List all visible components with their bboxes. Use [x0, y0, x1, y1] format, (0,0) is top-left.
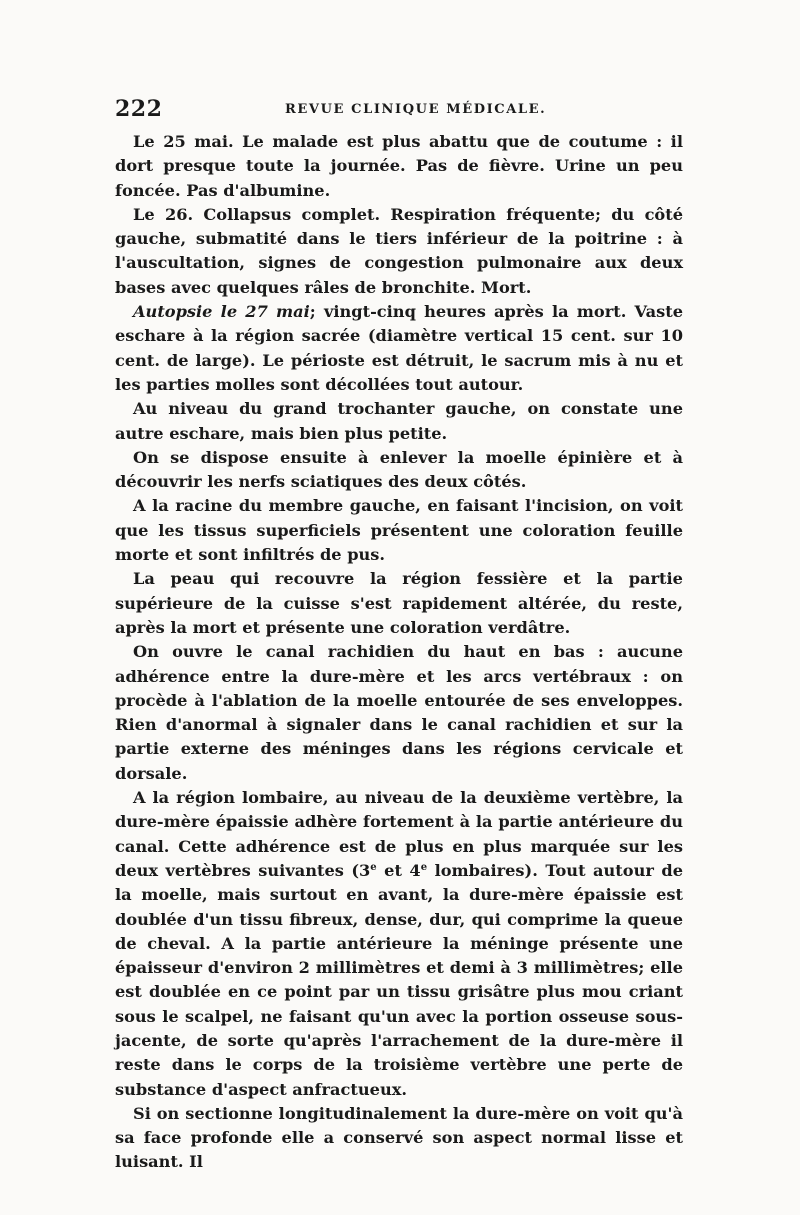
autopsy-lead: Autopsie le 27 mai: [133, 302, 310, 322]
page-number: 222: [115, 96, 163, 122]
paragraph: La peau qui recouvre la région fessière et la partie supérieure de la cuisse s'est rapidement altérée, du reste, après la mort et présente une coloration verdâtre.: [115, 569, 683, 637]
paragraph-text: et 4: [376, 860, 421, 880]
paragraph-text: ; vingt-cinq heures après la mort. Vaste eschare à la région sacrée (diamètre vertical 15 cent. sur 10 cent. de large). Le périoste est détruit, le sacrum mis à nu et les parties molles sont décollées tout autour.: [115, 302, 684, 394]
superscript: e: [370, 861, 377, 873]
paragraph: Le 26. Collapsus complet. Respiration fréquente; du côté gauche, submatité dans le tiers inférieur de la poitrine : à l'auscultation, signes de congestion pulmonaire aux deux bases avec quelques râles de bronchite. Mort.: [115, 204, 683, 297]
paragraph: A la racine du membre gauche, en faisant l'incision, on voit que les tissus superficiels présentent une coloration feuille morte et sont infiltrés de pus.: [115, 496, 683, 565]
superscript: e: [420, 861, 428, 873]
paragraph: Au niveau du grand trochanter gauche, on constate une autre eschare, mais bien plus petite.: [115, 399, 683, 443]
paragraph: [115, 300, 683, 397]
page-header: [115, 96, 685, 126]
paragraph: On ouvre le canal rachidien du haut en bas : aucune adhérence entre la dure-mère et les arcs vertébraux : on procède à l'ablation de la moelle entourée de ses enveloppes. Rien d'anormal à signaler dans le canal rachidien et sur la partie externe des méninges dans les régions cervicale et dorsale.: [115, 642, 683, 783]
paragraph: On se dispose ensuite à enlever la moelle épinière et à découvrir les nerfs sciatiques des deux côtés.: [115, 447, 683, 492]
paragraph: [115, 786, 683, 1102]
paragraph-text: A la région lombaire, au niveau de la deuxième vertèbre, la dure-mère épaissie adhère fortement à la partie antérieure du canal. Cette adhérence est de plus en plus marquée sur les deux vertèbres suivantes (3: [115, 788, 683, 880]
paragraph: Le 25 mai. Le malade est plus abattu que de coutume : il dort presque toute la journée. Pas de fièvre. Urine un peu foncée. Pas d'albumine.: [115, 132, 683, 200]
paragraph-text: lombaires). Tout autour de la moelle, mais surtout en avant, la dure-mère épaissie est doublée d'un tissu fibreux, dense, dur, qui comprime la queue de cheval. A la partie antérieure la méninge présente une épaisseur d'environ 2 millimètres et demi à 3 millimètres; elle est doublée en ce point par un tissu grisâtre plus mou criant sous le scalpel, ne faisant qu'un avec la portion osseuse sous-jacente, de sorte qu'après l'arrachement de la dure-mère il reste dans le corps de la troisième vertèbre une perte de substance d'aspect anfractueux.: [115, 860, 683, 1099]
paragraph: Si on sectionne longitudinalement la dure-mère on voit qu'à sa face profonde elle a conservé son aspect normal lisse et luisant. Il: [115, 1103, 683, 1172]
body-text: [115, 130, 683, 1175]
running-title: REVUE CLINIQUE MÉDICALE.: [285, 102, 547, 117]
